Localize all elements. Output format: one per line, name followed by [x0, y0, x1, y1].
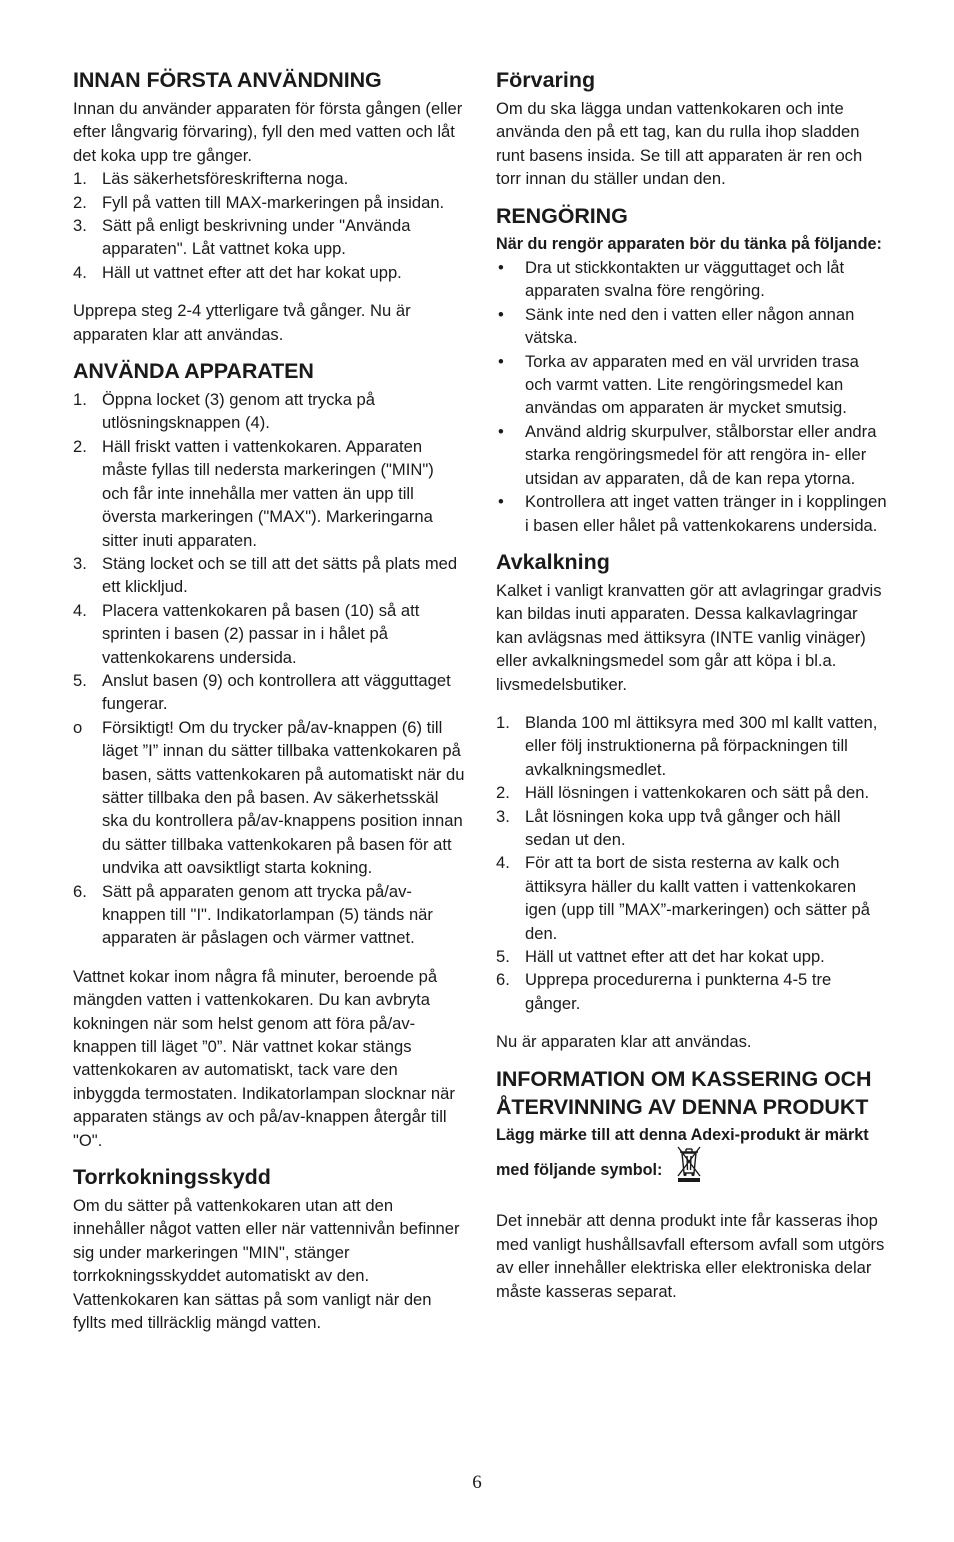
using-outro: Vattnet kokar inom några få minuter, beroende på mängden vatten i vattenkokaren. Du kan avbryta kokningen när som helst genom att föra på/av-knappen till läget ”0”. När vattnet kokar stängs vattenkokaren av automatiskt, tack vare den inbyggda termostaten. Indikatorlampan slocknar när apparaten stängs av och på/av-knappen återgår till "O". — [73, 966, 455, 1150]
list-item: 5. Anslut basen (9) och kontrollera att vägguttaget fungerar. — [73, 670, 451, 714]
disposal-body: Det innebär att denna produkt inte får kasseras ihop med vanligt hushållsavfall eftersom avfall som utgörs av eller innehåller elektriska eller elektroniska delar måste kasseras separat. — [496, 1211, 885, 1301]
left-column — [73, 66, 465, 1335]
list-item: • Dra ut stickkontakten ur vägguttaget och låt apparaten svalna före rengöring. — [498, 258, 845, 301]
list-item: • Använd aldrig skurpulver, stålborstar eller andra starka rengöringsmedel för att rengöra in- eller utsidan av apparaten, då de kan repa ytorna. — [498, 421, 877, 488]
heading-dry-boil-protection: Torrkokningsskydd — [73, 1165, 271, 1190]
list-item: 6. Sätt på apparaten genom att trycka på/av-knappen till "I". Indikatorlampan (5) tänds när apparaten är påslagen och värmer vattnet. — [73, 881, 433, 948]
disposal-lead: Lägg märke till att denna Adexi-produkt är märkt med följande symbol: — [496, 1124, 888, 1195]
storage-body: Om du ska lägga undan vattenkokaren och inte använda den på ett tag, kan du rulla ihop sladden runt basens insida. Se till att apparaten är ren och torr innan du ställer undan den. — [496, 99, 863, 189]
list-item: 4. Häll ut vattnet efter att det har kokat upp. — [73, 262, 402, 282]
list-item: • Torka av apparaten med en väl urvriden trasa och varmt vatten. Lite rengöringsmedel kan användas om apparaten är mycket smutsig. — [498, 351, 859, 418]
list-item: 1. Blanda 100 ml ättiksyra med 300 ml kallt vatten, eller följ instruktionerna på förpackningen till avkalkningsmedlet. — [496, 712, 878, 779]
list-item: 5. Häll ut vattnet efter att det har kokat upp. — [496, 947, 825, 966]
first-use-steps — [73, 167, 465, 284]
heading-storage: Förvaring — [496, 68, 596, 92]
heading-using-appliance: ANVÄNDA APPARATEN — [73, 359, 314, 384]
list-item: 4. Placera vattenkokaren på basen (10) så att sprinten i basen (2) passar in i hålet på vattenkokarens undersida. — [73, 600, 420, 667]
descaling-steps — [496, 711, 888, 1015]
list-item: 3. Stäng locket och se till att det sätts på plats med ett klickljud. — [73, 553, 458, 597]
using-steps — [73, 388, 465, 950]
cleaning-list — [496, 256, 888, 537]
list-item: o Försiktigt! Om du trycker på/av-knappen (6) till läget ”I” innan du sätter tillbaka vattenkokaren på basen, sätts vattenkokaren på automatiskt när du sätter tillbaka den på basen. Av säkerhetsskäl ska du kontrollera på/av-knappens position innan du sätter tillbaka vattenkokaren på basen för att undvika att oavsiktligt starta kokning. — [73, 717, 465, 878]
list-item: 2. Häll lösningen i vattenkokaren och sätt på den. — [496, 783, 870, 803]
descaling-outro: Nu är apparaten klar att användas. — [496, 1032, 752, 1052]
list-item: 2. Fyll på vatten till MAX-markeringen på insidan. — [73, 192, 445, 212]
list-item: 1. Läs säkerhetsföreskrifterna noga. — [73, 169, 349, 189]
heading-first-use: INNAN FÖRSTA ANVÄNDNING — [73, 68, 382, 92]
list-item: 3. Sätt på enligt beskrivning under "Använda apparaten". Låt vattnet koka upp. — [73, 216, 411, 259]
dry-boil-body: Om du sätter på vattenkokaren utan att den innehåller något vatten eller när vattennivån befinner sig under markeringen "MIN", stänger torrkokningsskyddet automatiskt av den. Vattenkokaren kan sättas på som vanligt när den fyllts med tillräcklig mängd vatten. — [73, 1196, 460, 1333]
crossed-out-wheelie-bin-icon — [676, 1143, 702, 1190]
list-item: • Sänk inte ned den i vatten eller någon annan vätska. — [498, 304, 855, 348]
page-number: 6 — [472, 1472, 482, 1493]
heading-descaling: Avkalkning — [496, 549, 610, 574]
list-item: 1. Öppna locket (3) genom att trycka på utlösningsknappen (4). — [73, 390, 376, 433]
cleaning-lead: När du rengör apparaten bör du tänka på följande: — [496, 234, 882, 253]
descaling-intro: Kalket i vanligt kranvatten gör att avlagringar gradvis kan bildas inuti apparaten. Dessa kalkavlagringar kan avlägsnas med ättiksyra (INTE vanlig vinäger) eller avkalkningsmedel som går att köpa i bl.a. livsmedelsbutiker. — [496, 580, 882, 694]
heading-cleaning: RENGÖRING — [496, 203, 628, 228]
list-item: 4. För att ta bort de sista resterna av kalk och ättiksyra häller du kallt vatten i vattenkokaren igen (upp till ”MAX”-markeringen) och sätter på den. — [496, 853, 870, 943]
list-item: 2. Häll friskt vatten i vattenkokaren. Apparaten måste fyllas till nedersta markeringen ("MIN") och får inte innehålla mer vatten än upp till översta markeringen ("MAX"). Markeringarna sitter inuti apparaten. — [73, 436, 434, 550]
heading-disposal-info: INFORMATION OM KASSERING OCH ÅTERVINNING AV DENNA PRODUKT — [496, 1066, 872, 1119]
list-item: 3. Låt lösningen koka upp två gånger och häll sedan ut den. — [496, 806, 841, 849]
list-item: • Kontrollera att inget vatten tränger in i kopplingen i basen eller hålet på vattenkokarens undersida. — [498, 492, 887, 535]
list-item: 6. Upprepa procedurerna i punkterna 4-5 tre gånger. — [496, 970, 832, 1013]
first-use-outro: Upprepa steg 2-4 ytterligare två gånger. Nu är apparaten klar att användas. — [73, 301, 411, 344]
first-use-intro: Innan du använder apparaten för första gången (eller efter långvarig förvaring), fyll den med vatten och låt det koka upp tre gånger. — [73, 99, 463, 165]
right-column — [496, 66, 888, 1303]
